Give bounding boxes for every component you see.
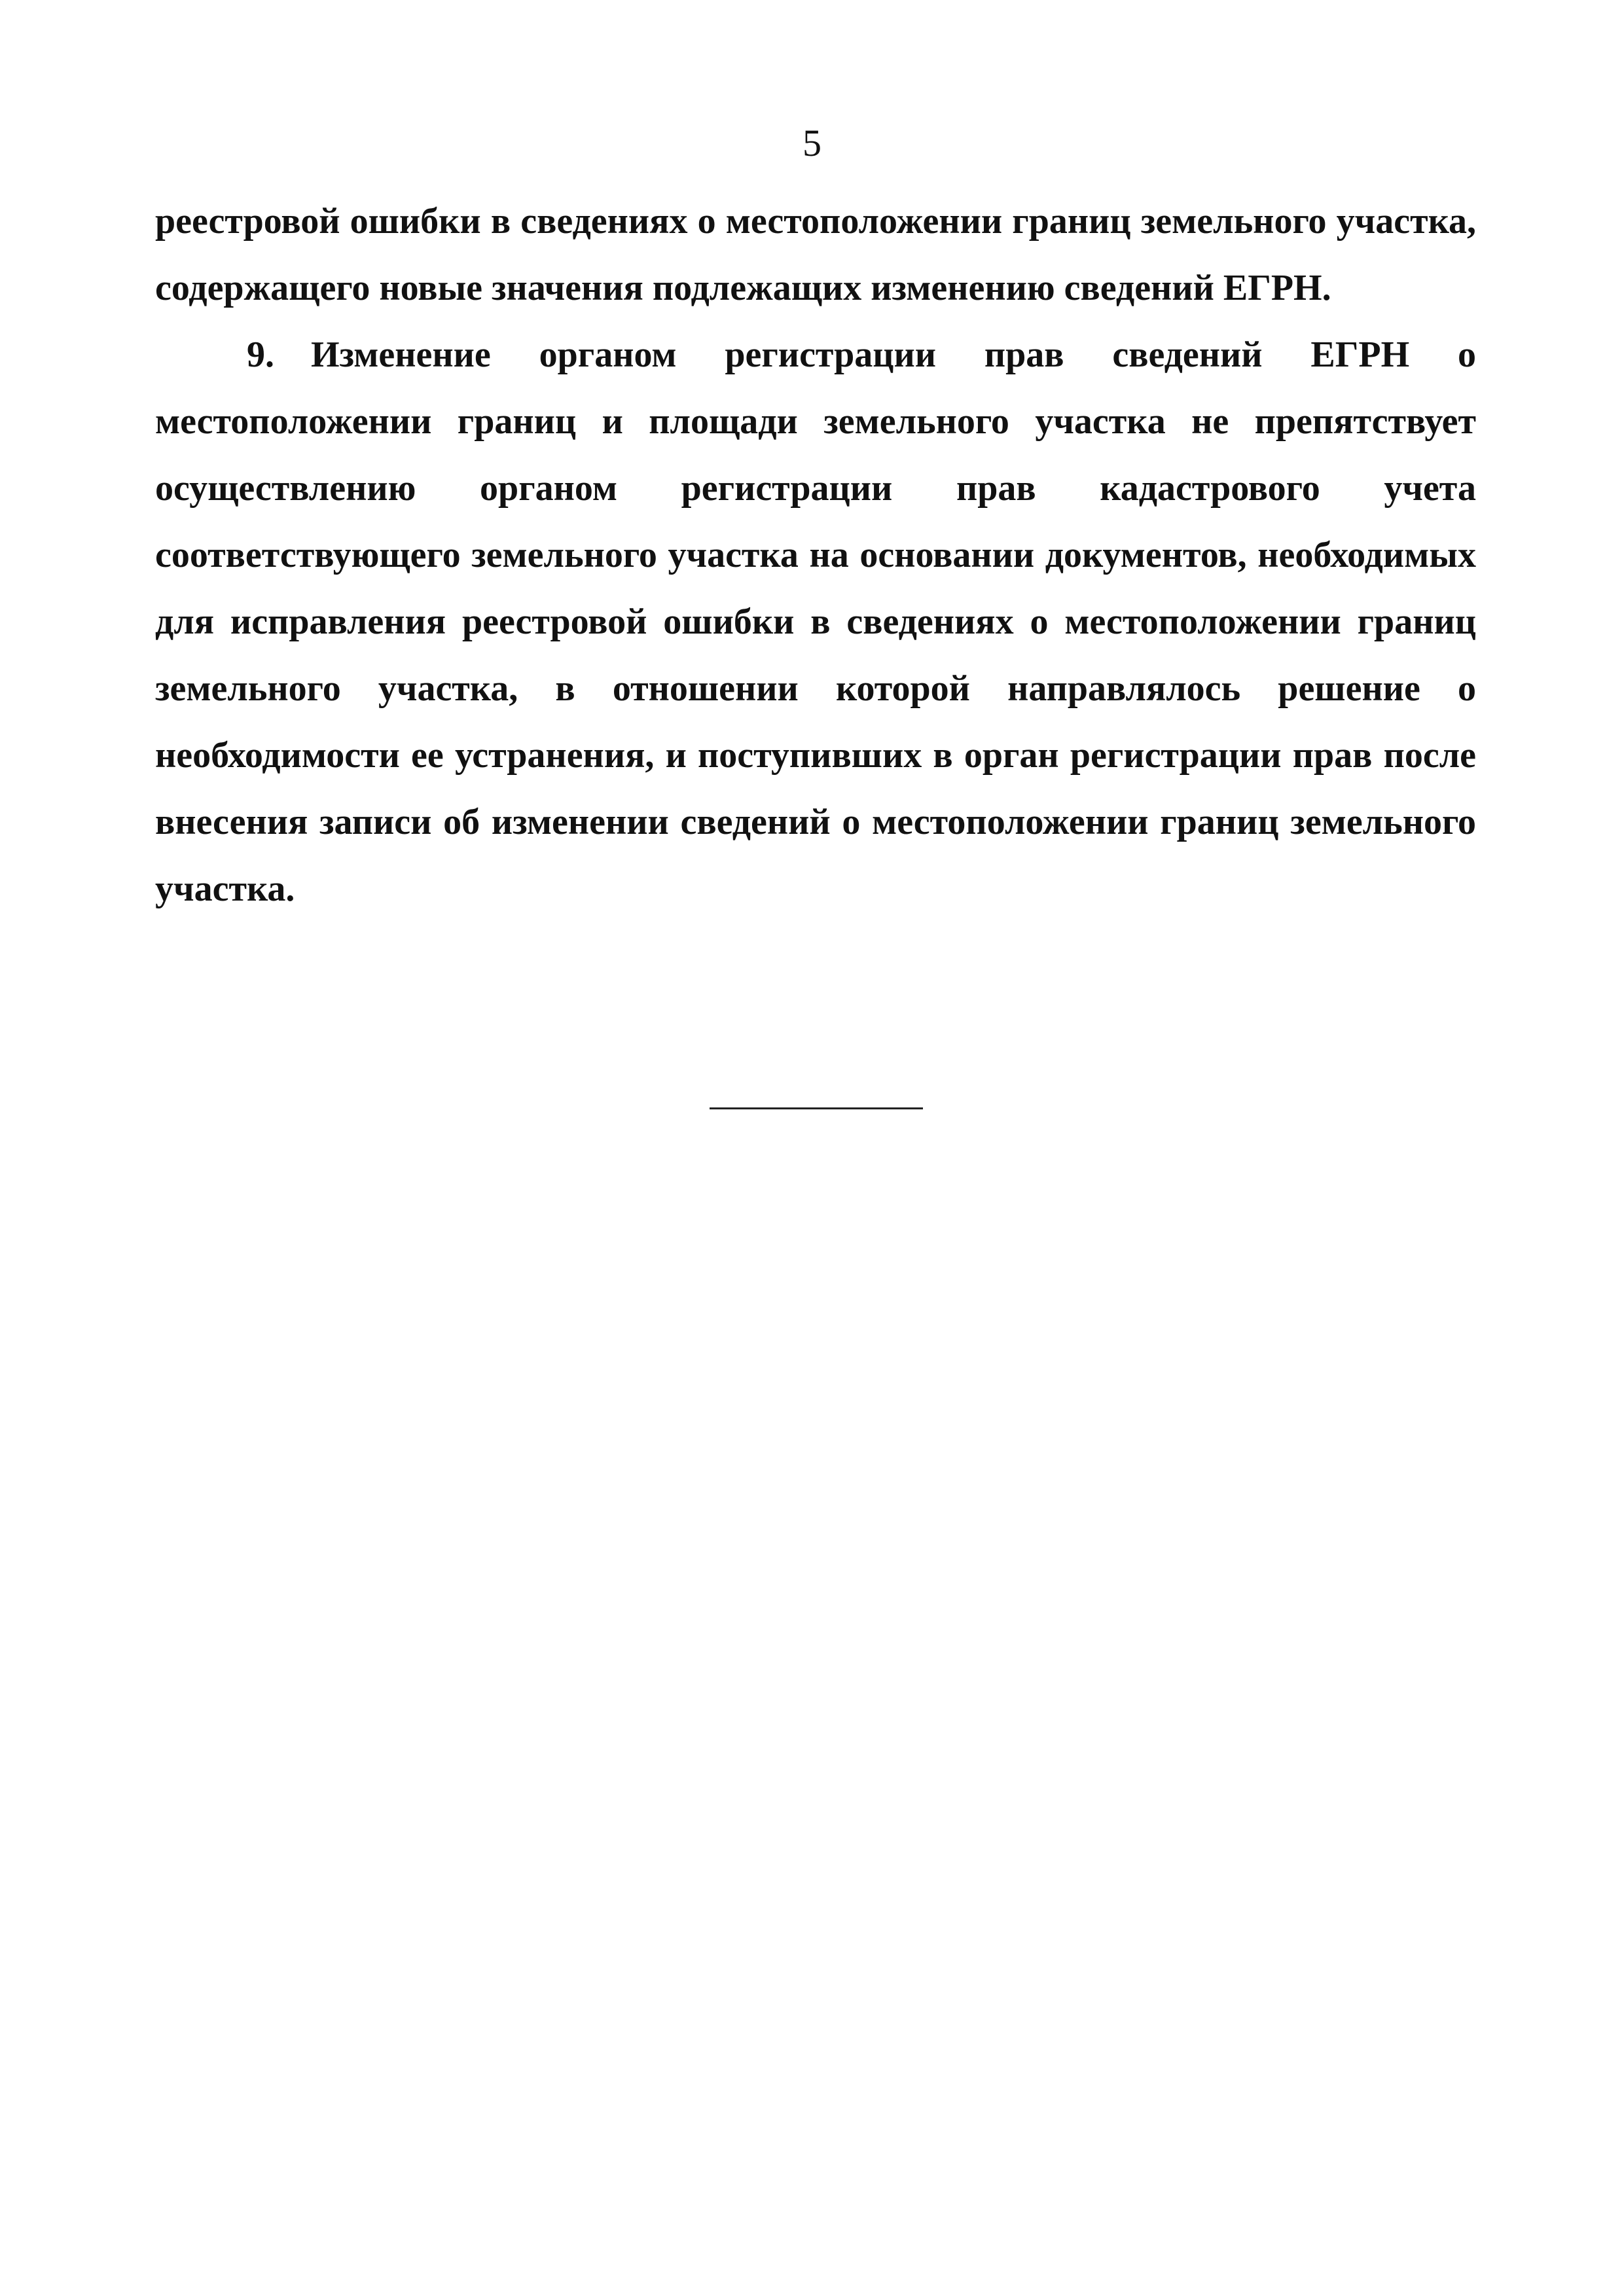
continuation-paragraph-container	[155, 188, 1476, 321]
paragraph-9: 9. Изменение органом регистрации прав сведений ЕГРН о местоположении границ и площади земельного участка не препятствует осуществлению органом регистрации прав кадастрового учета соответствующего земельного участка на основании документов, необходимых для исправления реестровой ошибки в сведениях о местоположении границ земельного участка, в отношении которой направлялось решение о необходимости ее устранения, и поступивших в орган регистрации прав после внесения записи об изменении сведений о местоположении границ земельного участка.	[155, 334, 1476, 909]
end-of-document-rule	[710, 1107, 923, 1109]
paragraph-9-container	[155, 321, 1476, 922]
continuation-paragraph: реестровой ошибки в сведениях о местоположении границ земельного участка, содержащего новые значения подлежащих изменению сведений ЕГРН.	[155, 201, 1476, 308]
page-number: 5	[803, 122, 821, 164]
